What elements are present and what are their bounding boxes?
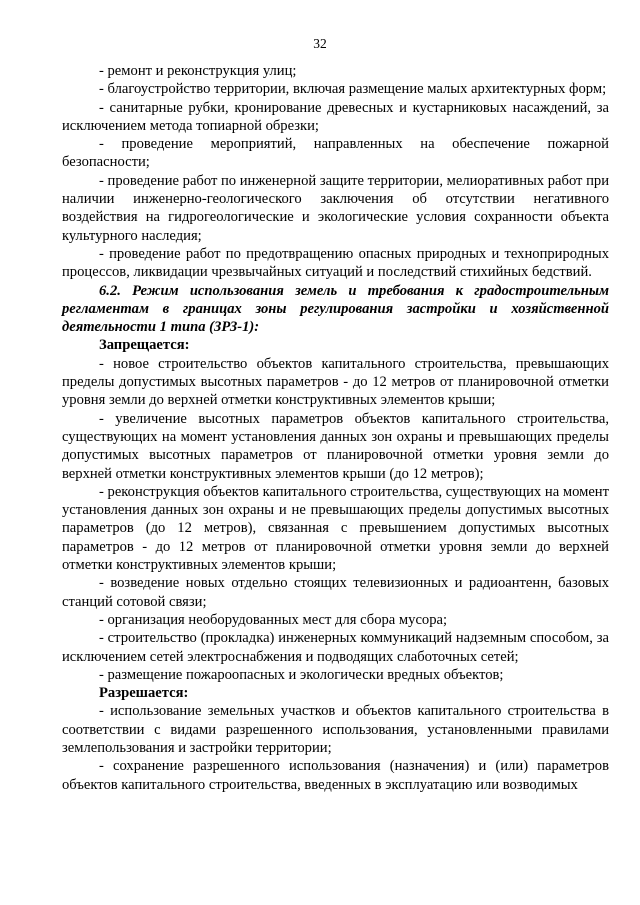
list-item: - возведение новых отдельно стоящих телевизионных и радиоантенн, базовых станций сотовой связи; [62, 575, 609, 610]
list-item: - реконструкция объектов капитального строительства, существующих на момент установления данных зон охраны и не превышающих пределы допустимых высотных параметров (до 12 метров), связанная с превышением допустимых высотных параметров - до 12 метров от планировочной отметки уровня земли до верхней отметки конструктивных элементов крыши; [62, 483, 609, 574]
list-item: - организация необорудованных мест для сбора мусора; [99, 611, 448, 628]
list-item: - проведение работ по предотвращению опасных природных и техноприродных процессов, ликвидации чрезвычайных ситуаций и последствий стихийных бедствий. [62, 245, 609, 281]
list-item: - благоустройство территории, включая размещение малых архитектурных форм; [99, 81, 607, 98]
list-item: - новое строительство объектов капитального строительства, превышающих пределы допустимых высотных параметров - до 12 метров от планировочной отметки уровня земли до верхней отметки конструктивных элементов крыши; [62, 355, 609, 409]
list-item: - строительство (прокладка) инженерных коммуникаций надземным способом, за исключением сетей электроснабжения и подводящих слаботочных сетей; [62, 630, 609, 665]
section-heading: 6.2. Режим использования земель и требования к градостроительным регламентам в границах зоны регулирования застройки и хозяйственной деятельности 1 типа (ЗРЗ-1): [62, 282, 609, 336]
list-item: - проведение мероприятий, направленных на обеспечение пожарной безопасности; [62, 136, 609, 171]
list-item: - санитарные рубки, кронирование древесных и кустарниковых насаждений, за исключением метода топиарной обрезки; [62, 99, 609, 134]
list-item: - увеличение высотных параметров объектов капитального строительства, существующих на момент установления данных зон охраны и превышающих пределы допустимых высотных параметров от планировочной отметки уровня земли до верхней отметки конструктивных элементов крыши (до 12 метров); [62, 410, 609, 482]
allowed-heading: Разрешается: [99, 685, 189, 702]
list-item: - размещение пожароопасных и экологически вредных объектов; [99, 666, 504, 683]
list-item: - проведение работ по инженерной защите территории, мелиоративных работ при наличии инженерно-геологического заключения об отсутствии негативного воздействия на гидрогеологические и экологические условия сохранности объекта культурного наследия; [62, 172, 610, 244]
page-number: 32 [313, 36, 327, 51]
prohibited-heading: Запрещается: [99, 337, 190, 354]
list-item: - использование земельных участков и объектов капитального строительства в соответствии с видами разрешенного использования, установленными правилами землепользования и застройки территории; [62, 703, 609, 756]
page-body [62, 62, 609, 794]
list-item: - сохранение разрешенного использования (назначения) и (или) параметров объектов капитального строительства, введенных в эксплуатацию или возводимых [62, 758, 609, 793]
list-item: - ремонт и реконструкция улиц; [99, 63, 297, 79]
